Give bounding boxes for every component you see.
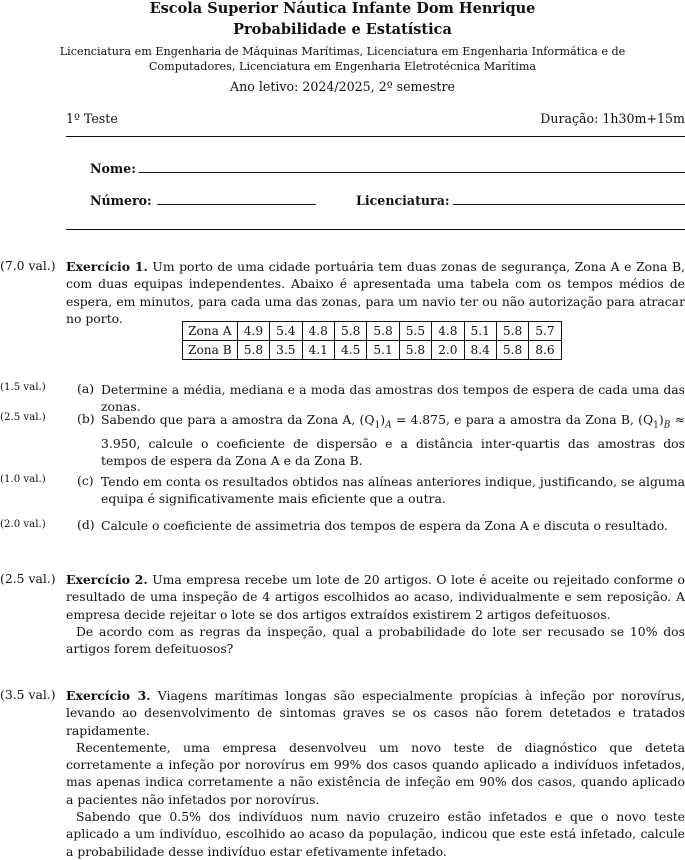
ex2-text: Uma empresa recebe um lote de 20 artigos. O lote é aceite ou rejeitado conforme o resultado de uma inspeção de 4 artigos escolhidos ao acaso, individualmente e sem reposição. A empresa decide rejeitar o lote se dos artigos extraídos existirem 2 artigos defeituosos. xyxy=(66,572,685,622)
item-a-label: (a) xyxy=(77,381,95,396)
item-d-label: (d) xyxy=(77,517,95,532)
table-cell: 4.5 xyxy=(334,341,366,360)
table-cell: 5.1 xyxy=(367,341,399,360)
degrees-line-1: Licenciatura em Engenharia de Máquinas Marítimas, Licenciatura em Engenharia Informática e de xyxy=(59,45,626,58)
item-b-text: Sabendo que para a amostra da Zona A, $(Q_1)_A = 4.875$, e para a amostra da Zona B, $(Q_1)_B \approx 3.950$, calcule o coeficiente de dispersão e a distância inter-quartis das amostras dos tempos de espera da Zona A e da Zona B. xyxy=(101,412,685,469)
item-b-mark: (2.5 val.) xyxy=(0,412,46,423)
ex1-statement xyxy=(66,258,685,327)
duration: Duração: 1h30m+15m xyxy=(540,111,685,126)
number-label: Número: xyxy=(90,193,152,208)
course-title: Probabilidade e Estatística xyxy=(233,21,452,38)
table-cell: 4.9 xyxy=(237,322,269,341)
school-title: Escola Superior Náutica Infante Dom Henrique xyxy=(149,0,536,17)
table-cell: 5.5 xyxy=(399,322,431,341)
name-field[interactable] xyxy=(139,172,685,173)
table-cell: 5.8 xyxy=(237,341,269,360)
ex2-statement xyxy=(66,571,685,657)
ex1-title: Exercício 1. xyxy=(66,259,148,274)
table-cell: 5.8 xyxy=(367,322,399,341)
ex3-paragraph-3: Sabendo que 0.5% dos indivíduos num navio cruzeiro estão infetados e que o novo teste aplicado a um indivíduo, escolhido ao acaso da população, indicou que este está infetado, calcule a probabilidade desse indivíduo estar efetivamente infetado. xyxy=(66,809,685,859)
table-cell: 3.5 xyxy=(270,341,302,360)
item-d-mark: (2.0 val.) xyxy=(0,519,46,530)
degrees-line-2: Computadores, Licenciatura em Engenharia Eletrotécnica Marítima xyxy=(148,60,537,73)
item-d-text: Calcule o coeficiente de assimetria dos tempos de espera da Zona A e discuta o resultado. xyxy=(101,518,668,533)
ex3-text: Viagens marítimas longas são especialmente propícias à infeção por norovírus, levando ao desenvolvimento de sintomas graves se os casos não forem detetados e tratados rapidamente. xyxy=(66,688,685,738)
ex2-title: Exercício 2. xyxy=(66,572,148,587)
bottom-rule xyxy=(66,229,685,230)
table-cell: 5.8 xyxy=(496,322,528,341)
table-cell: 5.7 xyxy=(529,322,561,341)
ex1-mark: (7.0 val.) xyxy=(0,258,56,273)
table-cell: 8.6 xyxy=(529,341,561,360)
item-b-label: (b) xyxy=(77,411,95,426)
table-cell: 8.4 xyxy=(464,341,496,360)
ex3-statement xyxy=(66,687,685,860)
table-cell: 2.0 xyxy=(432,341,464,360)
ex3-title: Exercício 3. xyxy=(66,688,151,703)
ex1-text: Um porto de uma cidade portuária tem duas zonas de segurança, Zona A e Zona B, com duas equipas independentes. Abaixo é apresentada uma tabela com os tempos médios de espera, em minutos, para cada uma das zonas, para um navio ter ou não autorização para atracar no porto. xyxy=(66,259,685,326)
table-cell: 5.1 xyxy=(464,322,496,341)
ex3-paragraph-2: Recentemente, uma empresa desenvolveu um novo teste de diagnóstico que deteta corretamente a infeção por norovírus em 99% dos casos quando aplicado a indivíduos infetados, mas apenas indica corretamente a não existência de infeção em 90% dos casos, quando aplicado a pacientes não infetados por norovírus. xyxy=(66,739,685,807)
table-cell: 5.4 xyxy=(270,322,302,341)
degree-label: Licenciatura: xyxy=(356,193,450,208)
item-a-mark: (1.5 val.) xyxy=(0,382,46,393)
table-row-zone-b xyxy=(183,341,562,360)
table-cell: 4.8 xyxy=(302,322,334,341)
academic-year: Ano letivo: 2024/2025, 2º semestre xyxy=(230,79,455,94)
top-rule xyxy=(66,136,685,137)
degree-field[interactable] xyxy=(453,204,685,205)
ex2-question: De acordo com as regras da inspeção, qual a probabilidade do lote ser recusado se 10% dos artigos forem defeituosos? xyxy=(66,623,685,657)
table-cell: 4.8 xyxy=(432,322,464,341)
table-cell: Zona B xyxy=(183,341,238,360)
table-cell: 5.8 xyxy=(496,341,528,360)
test-label: 1º Teste xyxy=(66,111,118,126)
table-row-zone-a xyxy=(183,322,562,341)
table-cell: 5.8 xyxy=(334,322,366,341)
item-c-text: Tendo em conta os resultados obtidos nas alíneas anteriores indique, justificando, se alguma equipa é significativamente mais eficiente que a outra. xyxy=(101,474,685,507)
waiting-times-table xyxy=(182,321,562,360)
item-a-text: Determine a média, mediana e a moda das amostras dos tempos de espera de cada uma das zonas. xyxy=(101,382,685,415)
name-label: Nome: xyxy=(90,161,136,176)
table-cell: 4.1 xyxy=(302,341,334,360)
number-field[interactable] xyxy=(157,204,316,205)
item-c-mark: (1.0 val.) xyxy=(0,474,46,485)
item-c-label: (c) xyxy=(77,473,94,488)
table-cell: Zona A xyxy=(183,322,238,341)
table-cell: 5.8 xyxy=(399,341,431,360)
ex3-mark: (3.5 val.) xyxy=(0,687,56,702)
ex2-mark: (2.5 val.) xyxy=(0,571,56,586)
